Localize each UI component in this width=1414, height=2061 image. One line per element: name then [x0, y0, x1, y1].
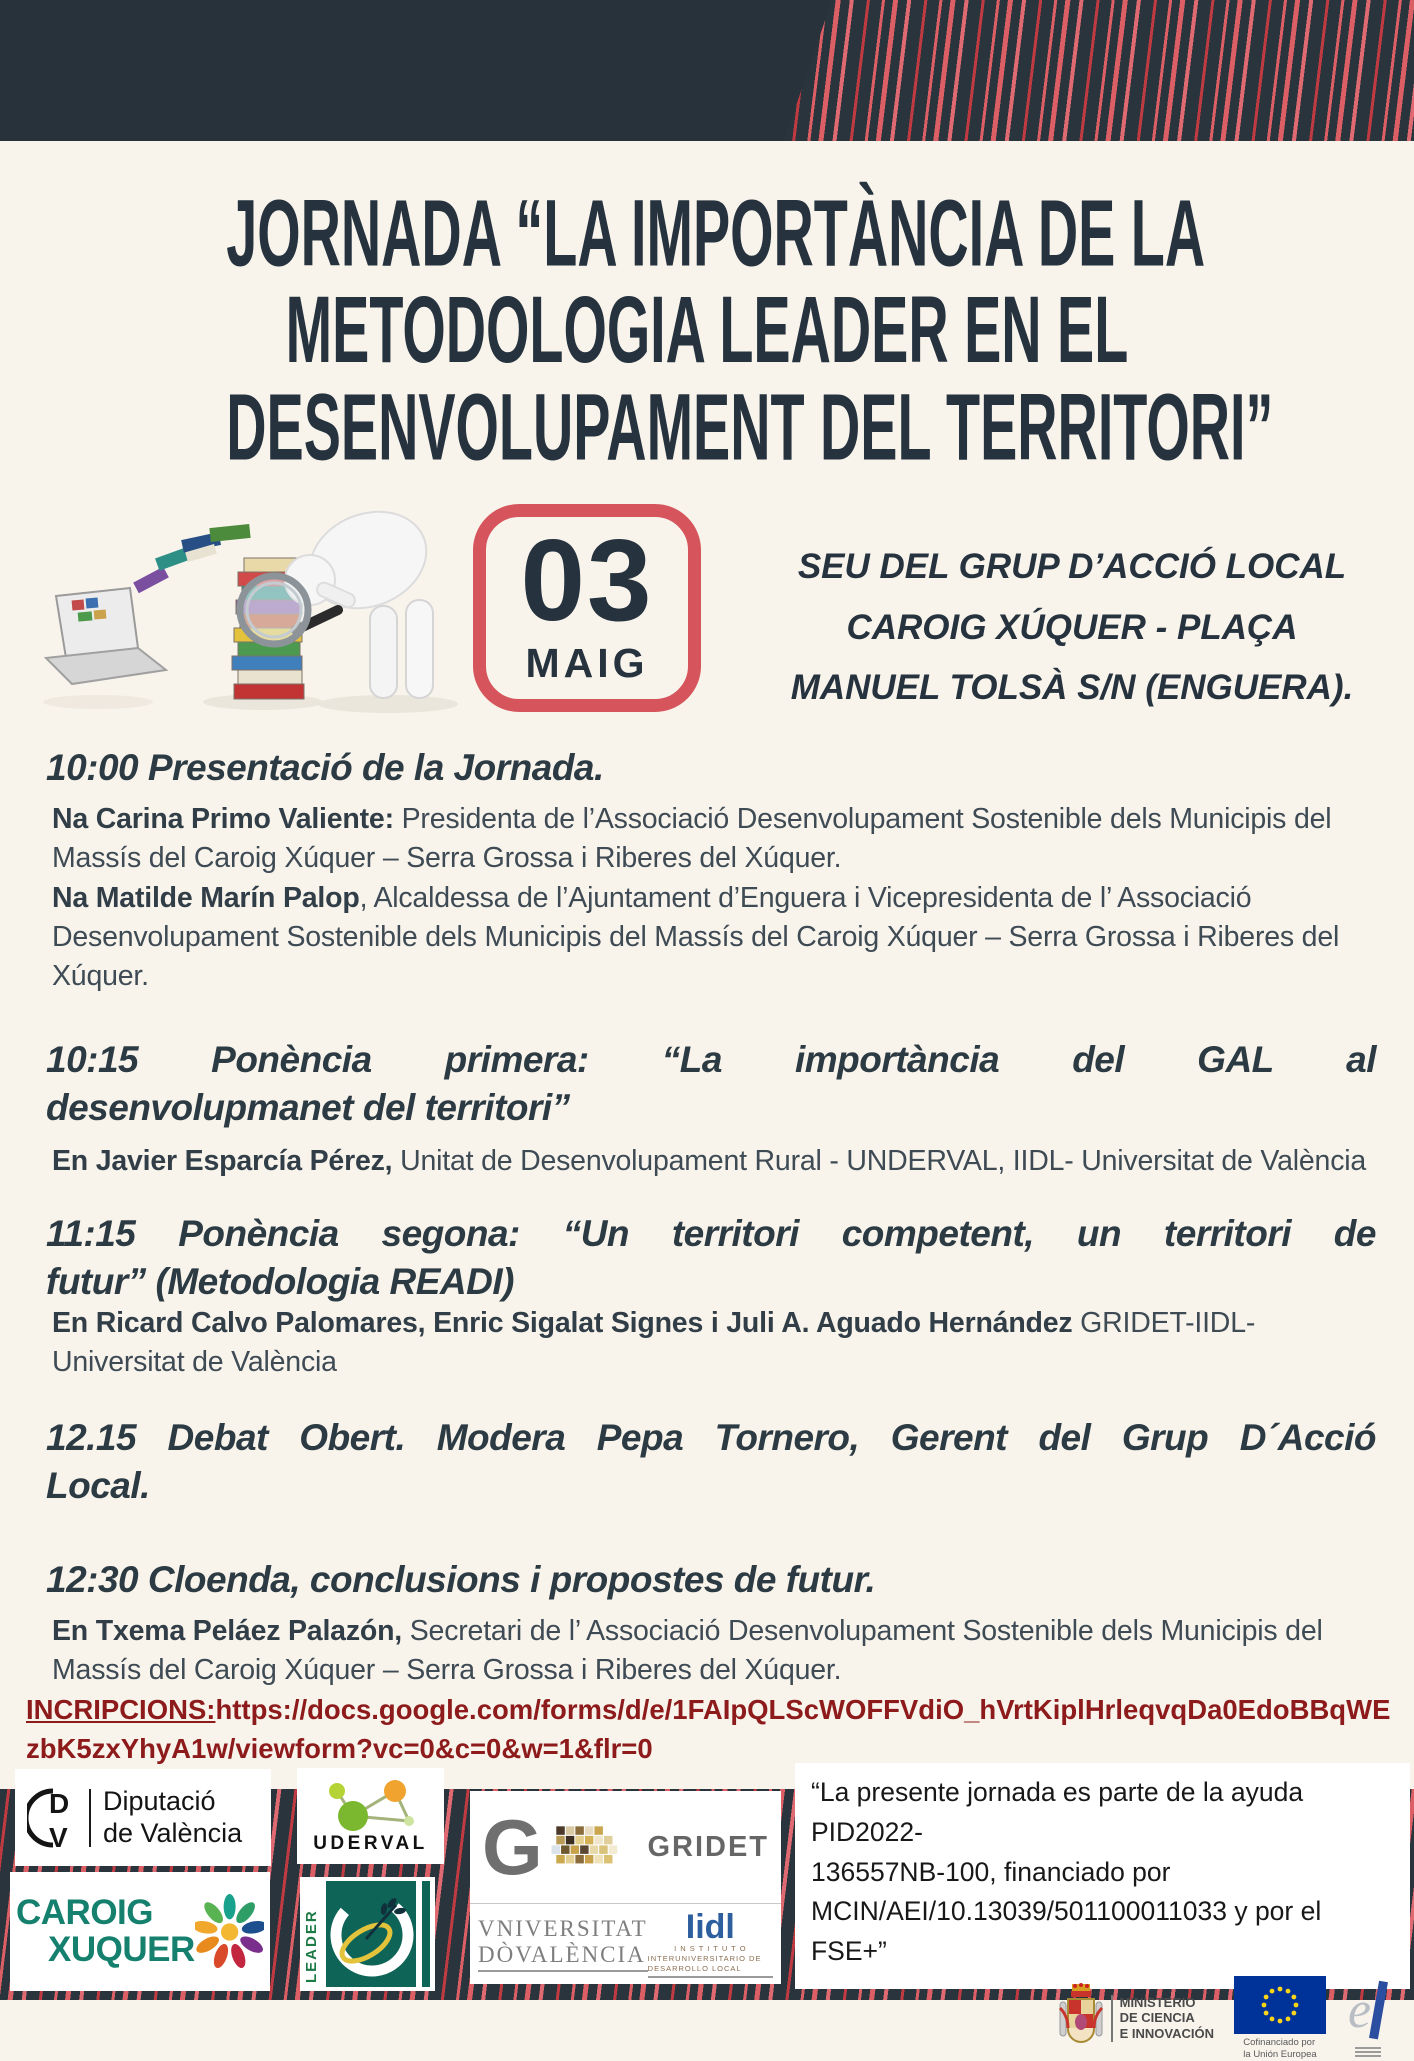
eu-flag-icon: [1234, 1976, 1326, 2034]
speaker-name: Na Matilde Marín Palop: [52, 881, 360, 914]
speaker-name: Na Carina Primo Valiente:: [52, 803, 394, 835]
aei-caption-bars: [1355, 2047, 1381, 2057]
leader-label: LEADER: [303, 1909, 320, 1983]
speaker-name: En Txema Peláez Palazón,: [52, 1615, 403, 1647]
poster-title-line-1: JORNADA “LA IMPORTÀNCIA DE LA: [226, 181, 1206, 287]
location-line-2: CAROIG XÚQUER - PLAÇA: [846, 607, 1298, 647]
divider: [89, 1789, 91, 1847]
gridet-uv-logo: [470, 1791, 781, 1984]
caroig-flower-icon: [195, 1873, 264, 1991]
speaker-paragraph: [52, 800, 1388, 879]
gridet-mosaic-icon: [551, 1807, 636, 1887]
top-band: [0, 0, 1414, 141]
svg-text:e: e: [1348, 1982, 1372, 2040]
session-1015-heading: [46, 1036, 1376, 1132]
gridet-g: G: [482, 1803, 543, 1891]
gridet-label: GRIDET: [647, 1830, 769, 1863]
heading-line: desenvolupmanet del territori”: [46, 1087, 570, 1129]
gridet-logo: [470, 1791, 781, 1904]
aei-e-icon: [1346, 1979, 1390, 2045]
session-1215-heading: [46, 1414, 1376, 1510]
eu-caption-line2: la Unión Europea: [1243, 2048, 1317, 2060]
speaker-info: Unitat de Desenvolupament Rural - UNDERVAL, IIDL- Universitat de València: [392, 1145, 1367, 1177]
aei-logo: [1346, 1979, 1390, 2057]
session-1230-heading: 12:30 Cloenda, conclusions i propostes de futur.: [46, 1559, 876, 1600]
heading-line: 11:15 Ponència segona: “Un territori competent, un territori de: [46, 1213, 1376, 1254]
heading-line: futur” (Metodologia READI): [46, 1261, 514, 1303]
session-1015-speaker: [52, 1142, 1412, 1181]
uderval-logo: [297, 1768, 444, 1864]
funding-line1: “La presente jornada es parte de la ayuda PID2022-: [811, 1777, 1304, 1847]
poster-title-line-3: DESENVOLUPAMENT DEL TERRITORI”: [226, 375, 1274, 481]
funding-note: [811, 1773, 1394, 1972]
heading-line: Local.: [46, 1465, 150, 1507]
speaker-info: , Alcaldessa de l’Ajuntament d’Enguera i Vicepresidenta de l’ Associació Desenvolupament Sostenible dels Municipis del Massís del Caroig Xúquer – Serra Grossa i Riberes del Xúquer.: [52, 881, 1340, 993]
caroig-xuquer-logo: [10, 1872, 270, 1991]
iidl-logo: [648, 1910, 773, 1977]
uv-line1: VNIVERSITAT: [478, 1916, 648, 1942]
caroig-line2: XUQUER: [48, 1929, 195, 1969]
inscriptions-url[interactable]: https://docs.google.com/forms/d/e/1FAIpQLScWOFFVdiO_hVrtKiplHrleqvqDa0EdoBBqWEzbK5zxYhyA1w/viewform?vc=0&c=0&w=1&flr=0: [26, 1694, 1391, 1765]
heading-line: 12.15 Debat Obert. Modera Pepa Tornero, Gerent del Grup D´Acció: [46, 1417, 1376, 1458]
date-month: MAIG: [525, 639, 649, 686]
diputacio-line2: de València: [103, 1817, 243, 1848]
date-badge: [473, 504, 701, 712]
uv-line2: DÒVALÈNCIA: [478, 1941, 646, 1967]
funding-line3: MCIN/AEI/10.13039/501100011033 y por el FSE+”: [811, 1896, 1322, 1966]
dv-monogram-icon: [27, 1785, 77, 1851]
ministerio-line1: MINISTERIO: [1119, 1994, 1196, 2010]
diputacio-valencia-logo: [15, 1769, 271, 1866]
funding-line2: 136557NB-100, financiado por: [811, 1856, 1171, 1887]
ministerio-line3: E INNOVACIÓN: [1119, 2025, 1214, 2041]
ministerio-label: [1111, 1995, 1214, 2042]
speaker-name: En Javier Esparcía Pérez,: [52, 1145, 393, 1177]
session-1115-speaker: [52, 1304, 1388, 1383]
ministerio-line2: DE CIENCIA: [1119, 2010, 1195, 2026]
iidl-caption2: INTERUNIVERSITARIO DE DESARROLLO LOCAL: [647, 1954, 762, 1973]
diputacio-label: [103, 1786, 242, 1850]
speaker-name: En Ricard Calvo Palomares, Enric Sigalat Signes i Juli A. Aguado Hernández: [52, 1307, 1073, 1339]
flying-books-icon: [133, 524, 250, 593]
diputacio-line1: Diputació: [103, 1785, 216, 1816]
eu-caption-line1: Cofinanciado por: [1243, 2036, 1316, 2048]
date-day: 03: [520, 515, 654, 646]
location-line-3: MANUEL TOLSÀ S/N (ENGUERA).: [790, 668, 1354, 708]
location-line-1: SEU DEL GRUP D’ACCIÓ LOCAL: [797, 547, 1347, 586]
speaker-info: GRIDET-IIDL- Universitat de València: [52, 1307, 1256, 1379]
speaker-paragraph: [52, 879, 1388, 997]
svg-text:V: V: [49, 1821, 68, 1851]
session-1000-heading: 10:00 Presentació de la Jornada.: [46, 747, 604, 788]
session-1230-speaker: [52, 1612, 1388, 1691]
event-location: [742, 537, 1402, 719]
inscriptions-label: INCRIPCIONS:: [26, 1694, 216, 1725]
uderval-label: UDERVAL: [313, 1832, 428, 1854]
uderval-network-icon: [319, 1778, 423, 1832]
universitat-valencia-logo: [478, 1916, 648, 1972]
leader-logo: [300, 1877, 435, 1991]
funding-note-box: [795, 1763, 1410, 2060]
researcher-books-clipart: [38, 488, 458, 721]
top-band-stripes: [784, 0, 1414, 141]
poster-title-line-2: METODOLOGIA LEADER EN EL: [285, 278, 1129, 384]
laptop-icon: [46, 588, 166, 684]
spain-coat-of-arms-icon: [1058, 1982, 1104, 2054]
iidl-caption1: I N S T I T U T O: [674, 1944, 747, 1954]
inscriptions: [26, 1690, 1394, 1768]
poster-title: [226, 181, 1274, 481]
speaker-info: Secretari de l’ Associació Desenvolupament Sostenible dels Municipis del Massís del Caroig Xúquer – Serra Grossa i Riberes del Xúquer.: [52, 1615, 1323, 1687]
heading-line: 10:15 Ponència primera: “La importància del GAL al: [46, 1039, 1376, 1080]
caroig-line1: CAROIG: [16, 1892, 153, 1932]
eu-flag-logo: [1234, 1976, 1326, 2061]
caroig-label: [16, 1892, 195, 1969]
iidl-word: Iidl: [685, 1908, 735, 1947]
svg-text:D: D: [49, 1787, 70, 1819]
session-1115-heading: [46, 1210, 1376, 1306]
speaker-info: Presidenta de l’Associació Desenvolupament Sostenible dels Municipis del Massís del Caroig Xúquer – Serra Grossa i Riberes del Xúquer.: [52, 803, 1332, 875]
ministerio-ciencia-logo: [1058, 1982, 1214, 2054]
session-1000-speakers: [52, 800, 1388, 997]
eu-caption: [1243, 2037, 1316, 2061]
